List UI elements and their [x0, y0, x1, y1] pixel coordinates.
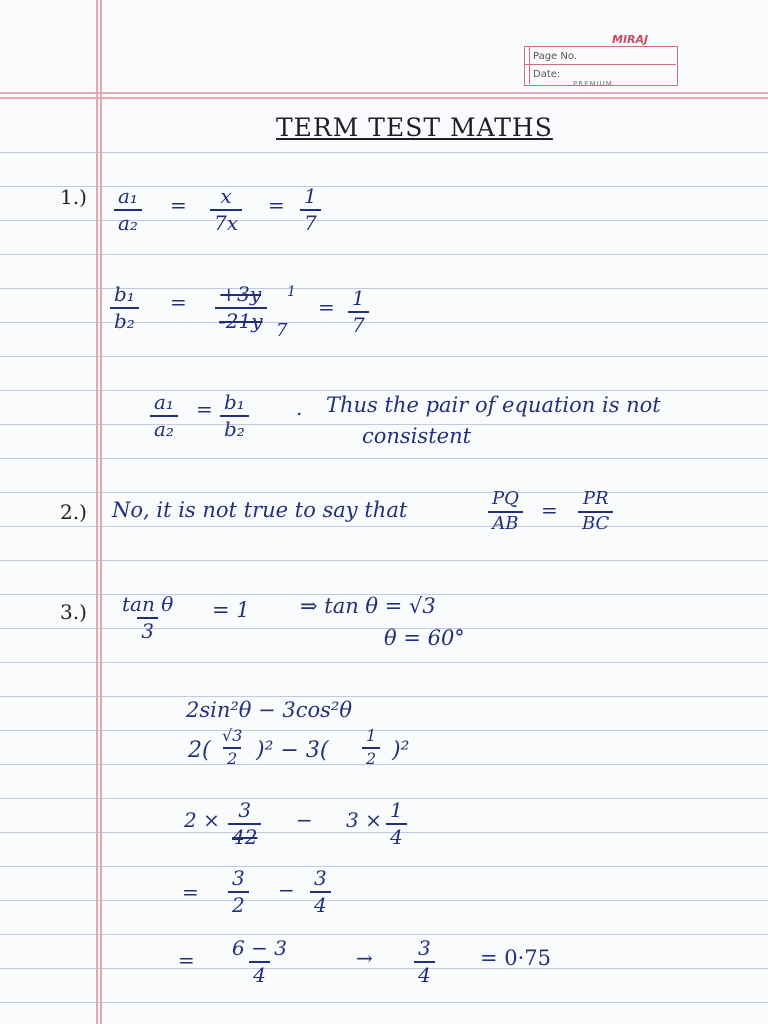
denominator-a2: a₂	[150, 415, 178, 440]
minus-sign: −	[278, 878, 295, 902]
fraction-6-3-over-4	[228, 938, 291, 986]
numerator-pr: PR	[582, 488, 609, 509]
fraction-1-7	[300, 186, 321, 234]
minus-sign: −	[296, 808, 313, 832]
fraction-a1-a2	[114, 186, 142, 234]
fraction-a1-a2-compare	[150, 392, 178, 440]
equals-sign: =	[318, 295, 335, 319]
header-rule-top	[0, 92, 768, 94]
denominator-4: 4	[414, 961, 435, 986]
fraction-x-7x	[210, 186, 242, 234]
denominator-2: 2	[223, 747, 241, 768]
numerator-1: 1	[390, 798, 403, 822]
margin-line-left	[96, 0, 98, 1024]
fraction-3y-21y	[215, 284, 267, 332]
sub-mid: )² − 3(	[256, 738, 329, 763]
sub-open: 2(	[188, 738, 211, 763]
numerator-3: 3	[232, 866, 245, 890]
denominator-7x: 7x	[210, 209, 242, 234]
numerator-6-minus-3: 6 − 3	[232, 936, 287, 960]
denominator-4: 4	[249, 961, 270, 986]
numerator-pq: PQ	[492, 488, 519, 509]
fraction-1-2	[362, 728, 380, 768]
period: .	[296, 396, 303, 420]
denominator-ab: AB	[488, 511, 522, 534]
theta-value: θ = 60°	[384, 626, 465, 650]
fraction-3-42	[228, 800, 261, 848]
numerator-root3: √3	[222, 726, 243, 745]
question-2-answer: No, it is not true to say that	[112, 498, 408, 522]
brand-logo: MIRAJ	[612, 33, 649, 46]
conclusion-line-1: Thus the pair of equation is not	[326, 393, 661, 417]
equals-sign: =	[170, 193, 187, 217]
fraction-b1-b2-compare	[220, 392, 249, 440]
numerator-b1: b₁	[114, 282, 135, 306]
denominator-b2: b₂	[220, 415, 249, 440]
page-info-left-rule	[529, 46, 530, 84]
fraction-tan-3	[118, 594, 177, 642]
numerator-x: x	[220, 184, 232, 208]
sub-close: )²	[392, 738, 410, 763]
numerator-3: 3	[238, 798, 252, 822]
denominator-3: 3	[137, 617, 158, 642]
header-rule-bottom	[0, 97, 768, 99]
denominator-b2: b₂	[110, 307, 139, 332]
equals-sign: =	[170, 290, 187, 314]
margin-line-left-2	[100, 0, 102, 1024]
denominator-42: 42	[228, 823, 261, 848]
numerator-3: 3	[418, 936, 431, 960]
page-title: TERM TEST MATHS	[276, 113, 553, 142]
premium-label: PREMIUM	[573, 80, 613, 88]
fraction-b1-b2	[110, 284, 139, 332]
equals-sign: =	[178, 948, 195, 972]
fraction-root3-2	[218, 728, 246, 768]
arrow: →	[356, 946, 373, 970]
denominator-4: 4	[386, 823, 407, 848]
denominator-21y: -21y	[215, 307, 267, 332]
question-3-number: 3.)	[60, 600, 87, 624]
equals-sign: =	[541, 498, 558, 522]
step3-two-times: 2 ×	[184, 808, 220, 832]
numerator-b1: b₁	[224, 390, 245, 414]
step3-three-times: 3 ×	[346, 808, 382, 832]
question-1-number: 1.)	[60, 185, 87, 209]
conclusion-line-2: consistent	[362, 424, 472, 448]
numerator-1: 1	[366, 726, 377, 745]
fraction-1-4	[386, 800, 407, 848]
numerator-1: 1	[304, 184, 317, 208]
cancel-note-1: 1	[287, 284, 296, 300]
expression: 2sin²θ − 3cos²θ	[186, 698, 352, 722]
denominator-7: 7	[300, 209, 321, 234]
fraction-pr-bc	[578, 490, 613, 534]
fraction-3-4-final	[414, 938, 435, 986]
final-result: = 0·75	[480, 946, 552, 970]
tan-theta-root3: ⇒ tan θ = √3	[300, 594, 436, 618]
equals-one: = 1	[212, 598, 250, 622]
numerator-a1: a₁	[154, 390, 174, 414]
denominator-2: 2	[228, 891, 249, 916]
numerator-a1: a₁	[118, 184, 138, 208]
equals-sign: =	[182, 880, 199, 904]
denominator-2: 2	[362, 747, 380, 768]
numerator-3: 3	[314, 866, 327, 890]
equals-sign: =	[268, 193, 285, 217]
denominator-4: 4	[310, 891, 331, 916]
cancel-note-7: 7	[276, 320, 288, 341]
numerator-tan-theta: tan θ	[122, 592, 174, 616]
page-no-label: Page No.	[533, 51, 577, 62]
denominator-a2: a₂	[114, 209, 142, 234]
numerator-1: 1	[352, 286, 365, 310]
fraction-pq-ab	[488, 490, 523, 534]
fraction-3-2	[228, 868, 249, 916]
denominator-7: 7	[348, 311, 369, 336]
denominator-bc: BC	[578, 511, 613, 534]
equals-sign: =	[196, 397, 213, 421]
question-2-number: 2.)	[60, 500, 87, 524]
numerator-3y: +3y	[220, 282, 262, 306]
date-label: Date:	[533, 69, 561, 80]
fraction-1-7-b	[348, 288, 369, 336]
page-info-divider	[524, 64, 676, 65]
fraction-3-4	[310, 868, 331, 916]
